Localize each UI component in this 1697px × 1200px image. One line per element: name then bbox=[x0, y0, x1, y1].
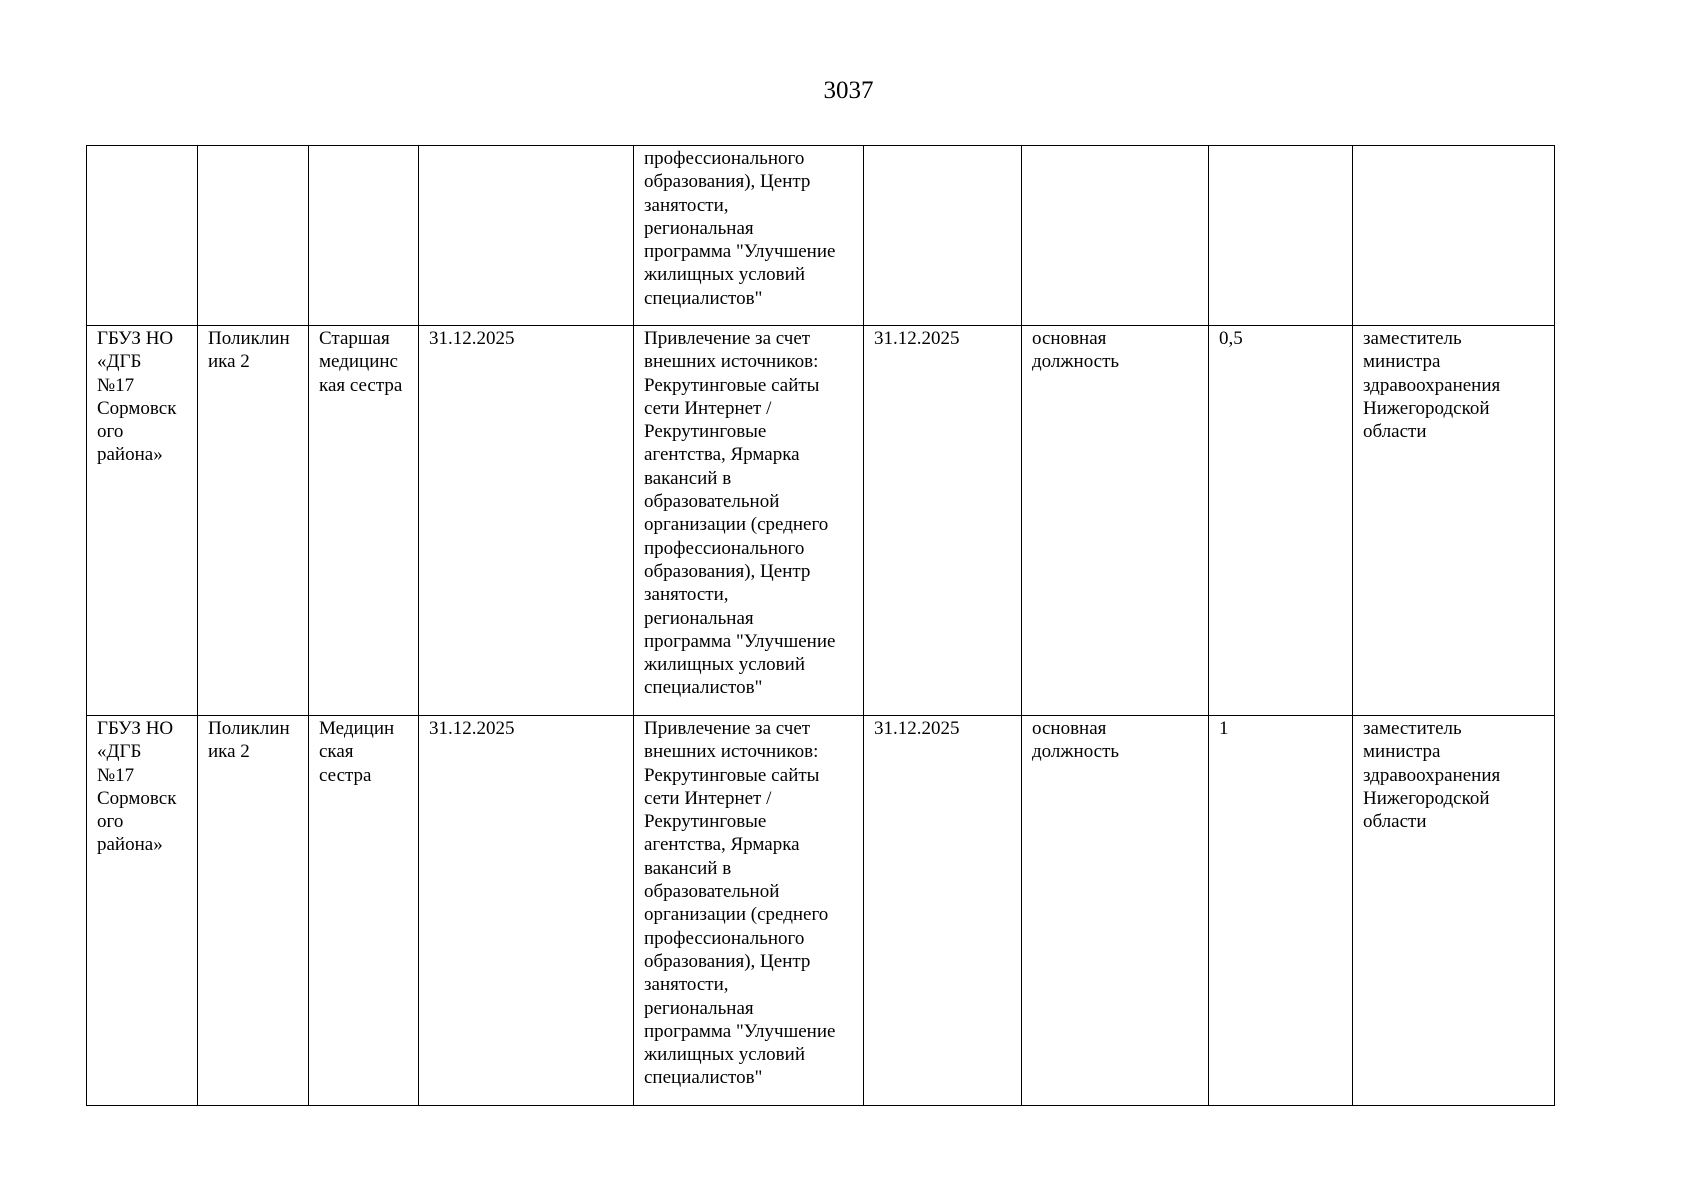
measures-cell: Привлечение за счет внешних источников: Рекрутинговые сайты сети Интернет / Рекрутинговые агентства, Ярмарка вакансий в образовательной организации (среднего профессионального образования), Центр занятости, региональная программа "Улучшение жилищных условий специалистов" bbox=[634, 326, 864, 716]
table-cell bbox=[309, 146, 419, 326]
organization-cell: ГБУЗ НО «ДГБ №17 Сормовск ого района» bbox=[87, 326, 198, 716]
page-number: 3037 bbox=[823, 77, 874, 104]
employment-type-cell: основная должность bbox=[1022, 716, 1209, 1106]
measures-cell: Привлечение за счет внешних источников: Рекрутинговые сайты сети Интернет / Рекрутинговые агентства, Ярмарка вакансий в образовательной организации (среднего профессионального образования), Центр занятости, региональная программа "Улучшение жилищных условий специалистов" bbox=[634, 716, 864, 1106]
date-cell: 31.12.2025 bbox=[419, 326, 634, 716]
rate-cell: 0,5 bbox=[1209, 326, 1353, 716]
table-cell bbox=[864, 146, 1022, 326]
responsible-cell: заместитель министра здравоохранения Нижегородской области bbox=[1353, 716, 1555, 1106]
department-cell: Поликлин ика 2 bbox=[198, 716, 309, 1106]
rate-cell: 1 bbox=[1209, 716, 1353, 1106]
responsible-cell: заместитель министра здравоохранения Нижегородской области bbox=[1353, 326, 1555, 716]
table-cell bbox=[1353, 146, 1555, 326]
table-row bbox=[87, 716, 1555, 1106]
position-cell: Медицин ская сестра bbox=[309, 716, 419, 1106]
table-cell bbox=[198, 146, 309, 326]
table-row bbox=[87, 326, 1555, 716]
department-cell: Поликлин ика 2 bbox=[198, 326, 309, 716]
employment-type-cell: основная должность bbox=[1022, 326, 1209, 716]
table-cell bbox=[419, 146, 634, 326]
data-table bbox=[86, 145, 1555, 1106]
table-cell: профессионального образования), Центр занятости, региональная программа "Улучшение жилищных условий специалистов" bbox=[634, 146, 864, 326]
organization-cell: ГБУЗ НО «ДГБ №17 Сормовск ого района» bbox=[87, 716, 198, 1106]
table-cell bbox=[1209, 146, 1353, 326]
table-cell bbox=[87, 146, 198, 326]
table-row bbox=[87, 146, 1555, 326]
deadline-cell: 31.12.2025 bbox=[864, 716, 1022, 1106]
table-cell bbox=[1022, 146, 1209, 326]
position-cell: Старшая медицинс кая сестра bbox=[309, 326, 419, 716]
date-cell: 31.12.2025 bbox=[419, 716, 634, 1106]
deadline-cell: 31.12.2025 bbox=[864, 326, 1022, 716]
